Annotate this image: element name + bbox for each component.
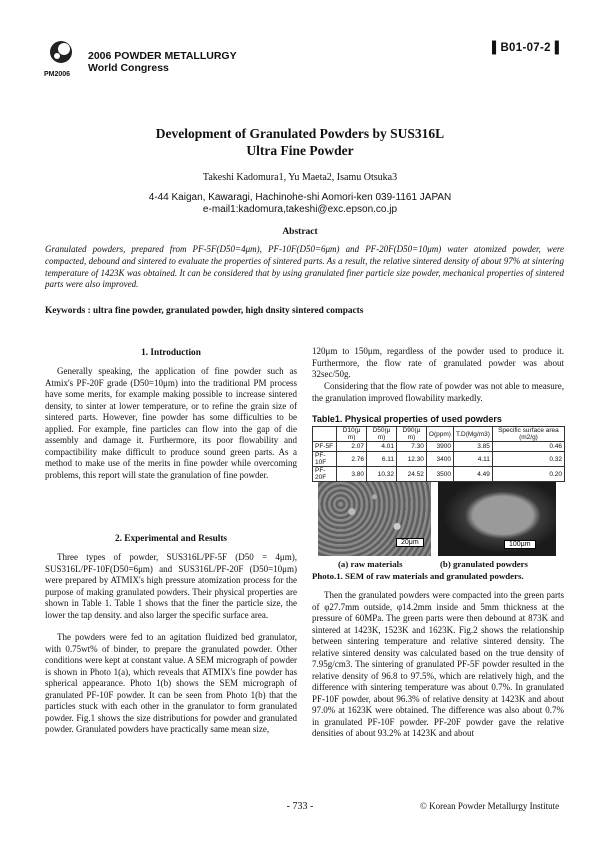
table-row [313, 452, 565, 467]
table-cell: 3900 [426, 442, 453, 452]
table-header: D10(μ m) [337, 427, 367, 442]
experimental-text-1: Three types of powder, SUS316L/PF-5F (D50 = 4μm), SUS316L/PF-10F(D50=6μm) and SUS316L/PF-20F (D50=10μm) were prepared by ATMIX's high pressure atomization process for the purpose of making granulated powders. Their physical properties are shown in Table 1. Table 1 shows that the finer the particle size, the lower the tap density. and also larger the specific surface area. [45, 552, 297, 620]
photo-label-a: (a) raw materials [338, 559, 403, 569]
section-heading-introduction: 1. Introduction [141, 348, 201, 358]
title-line1: Development of Granulated Powders by SUS316L [155, 126, 445, 141]
table-cell: 0.32 [492, 452, 564, 467]
abstract-heading: Abstract [282, 227, 318, 237]
introduction-text: Generally speaking, the application of fine powder such as Atmix's PF-20F grade (D50=10μm) into the traditional PM process have some merits, for example making possible to increase sintered density, to sinter at lower temperature, or to refine the grain size of sintered parts. However, fine powder has some difficulties to be applied. For example, fine particles can flow into the gap of die assembly and damage it. Furthermore, its poor flowability and compactibility make difficult to produce sound green parts. As a method to make use of the merits in fine powder while overcoming problems, this report will state the granulation of fine powder. [45, 366, 297, 480]
paper-code-text: B01-07-2 [500, 42, 551, 54]
table-cell: 0.46 [492, 442, 564, 452]
experimental-text-2: The powders were fed to an agitation fluidized bed granulator, with 0.75wt% of binder, to prepare the granulated powder. Other conditions were kept at constant value. A SEM micrograph of powder is shown in Photo 1(a), which reveals that ATMIX's fine powder has spherical appearance. Photo 1(b) shows the SEM micrograph of granulated PF-10F powder. It can be seen from Photo 1(b) that the particles stuck with each other in the granulator to form granulated powder. Fig.1 shows the size distributions for powder and granulated powder. Granulated powders have practically same mean size, [45, 632, 297, 734]
conference-line2: World Congress [88, 62, 169, 74]
table-cell: 4.01 [367, 442, 397, 452]
table-cell: 7.30 [396, 442, 426, 452]
table-header: T.D(Mg/m3) [453, 427, 492, 442]
table-cell: 3400 [426, 452, 453, 467]
title-line2: Ultra Fine Powder [246, 143, 354, 158]
table-cell: 12.30 [396, 452, 426, 467]
physical-properties-table [312, 426, 565, 482]
author-list: Takeshi Kadomura1, Yu Maeta2, Isamu Otsuka3 [202, 172, 398, 183]
conference-name [88, 50, 237, 74]
paper-title [0, 125, 600, 159]
table-header: O(ppm) [426, 427, 453, 442]
page-number: - 733 - [286, 801, 314, 812]
copyright: © Korean Powder Metallurgy Institute [420, 801, 560, 811]
table-header [313, 427, 337, 442]
photo-caption: Photo.1. SEM of raw materials and granulated powders. [312, 571, 524, 581]
table-cell: PF-5F [313, 442, 337, 452]
table-cell: 4.49 [453, 467, 492, 482]
table-cell: 2.07 [337, 442, 367, 452]
email: e-mail1:kadomura,takeshi@exc.epson.co.jp [202, 204, 398, 215]
table-caption: Table1. Physical properties of used powders [312, 414, 502, 424]
right-column-text-1: 120μm to 150μm, regardless of the powder used to produce it. Furthermore, the flow rate of granulated powder was about 32sec/50g. [312, 346, 564, 379]
table-header: D50(μ m) [367, 427, 397, 442]
table-header: Specific surface area (m2/g) [492, 427, 564, 442]
sem-photo-raw-materials [318, 482, 431, 556]
right-column-text-3: Then the granulated powders were compacted into the green parts of φ27.7mm outside, φ14.2mm inside and 5mm thickness at the pressure of 60MPa. The green parts were then debound at 873K and sintered at 1423K, 1523K and 1623K. Fig.2 shows the relationship between sintering temperature and relative sintered density. The relative sintered density was calculated based on the true density of 7.95g/cm3. The sintering of granulated PF-5F powder resulted in the relative density of 96.8 to 97.5%, which are relatively high, and the difference with sintering temperature was about 0.7%. In granulated PF-10F powder, about 96.3% of relative density at 1423K and about 97.0% at 1623K were obtained. The difference was also about 0.7% in granulated PF-10F powder. PF-20F powder gave the relative densities of about 93.2% at 1423K and about [312, 590, 564, 738]
scale-bar-b: 100μm [504, 540, 536, 549]
conference-line1: 2006 POWDER METALLURGY [88, 50, 237, 62]
table-cell: 10.32 [367, 467, 397, 482]
table-cell: 2.76 [337, 452, 367, 467]
table-cell: PF-20F [313, 467, 337, 482]
abstract-text: Granulated powders, prepared from PF-5F(D50=4μm), PF-10F(D50=6μm) and PF-20F(D50=10μm) water atomized powder, were compacted, debound and sintered to evaluate the properties of sintered parts. As a result, the relative sintered density of about 97% at sintering temperature of 1423K was obtained. It can be considered that by using granulated finer particle size powder, mechanical properties of sintered parts were also improved. [45, 244, 564, 290]
paper-code: ▌B01-07-2▐ [492, 42, 560, 54]
affiliation [0, 192, 600, 216]
logo-text: PM2006 [44, 71, 71, 78]
table-cell: 0.20 [492, 467, 564, 482]
sem-photo-granulated-powders [438, 482, 556, 556]
table-row [313, 467, 565, 482]
keywords: Keywords : ultra fine powder, granulated powder, high dnsity sintered compacts [45, 306, 364, 316]
table-row [313, 442, 565, 452]
photo-label-b: (b) granulated powders [440, 559, 528, 569]
table-header-row [313, 427, 565, 442]
table-cell: PF-10F [313, 452, 337, 467]
table-cell: 24.52 [396, 467, 426, 482]
table-header: D90(μ m) [396, 427, 426, 442]
section-heading-experimental: 2. Experimental and Results [114, 534, 228, 544]
table-cell: 3.85 [453, 442, 492, 452]
table-cell: 4.11 [453, 452, 492, 467]
address: 4-44 Kaigan, Kawaragi, Hachinohe-shi Aomori-ken 039-1161 JAPAN [148, 192, 452, 203]
table-cell: 6.11 [367, 452, 397, 467]
scale-bar-a: 20μm [396, 538, 424, 547]
table-cell: 3.80 [337, 467, 367, 482]
right-column-text-2: Considering that the flow rate of powder was not able to measure, the granulation improved flowability markedly. [312, 381, 564, 403]
table-cell: 3500 [426, 467, 453, 482]
